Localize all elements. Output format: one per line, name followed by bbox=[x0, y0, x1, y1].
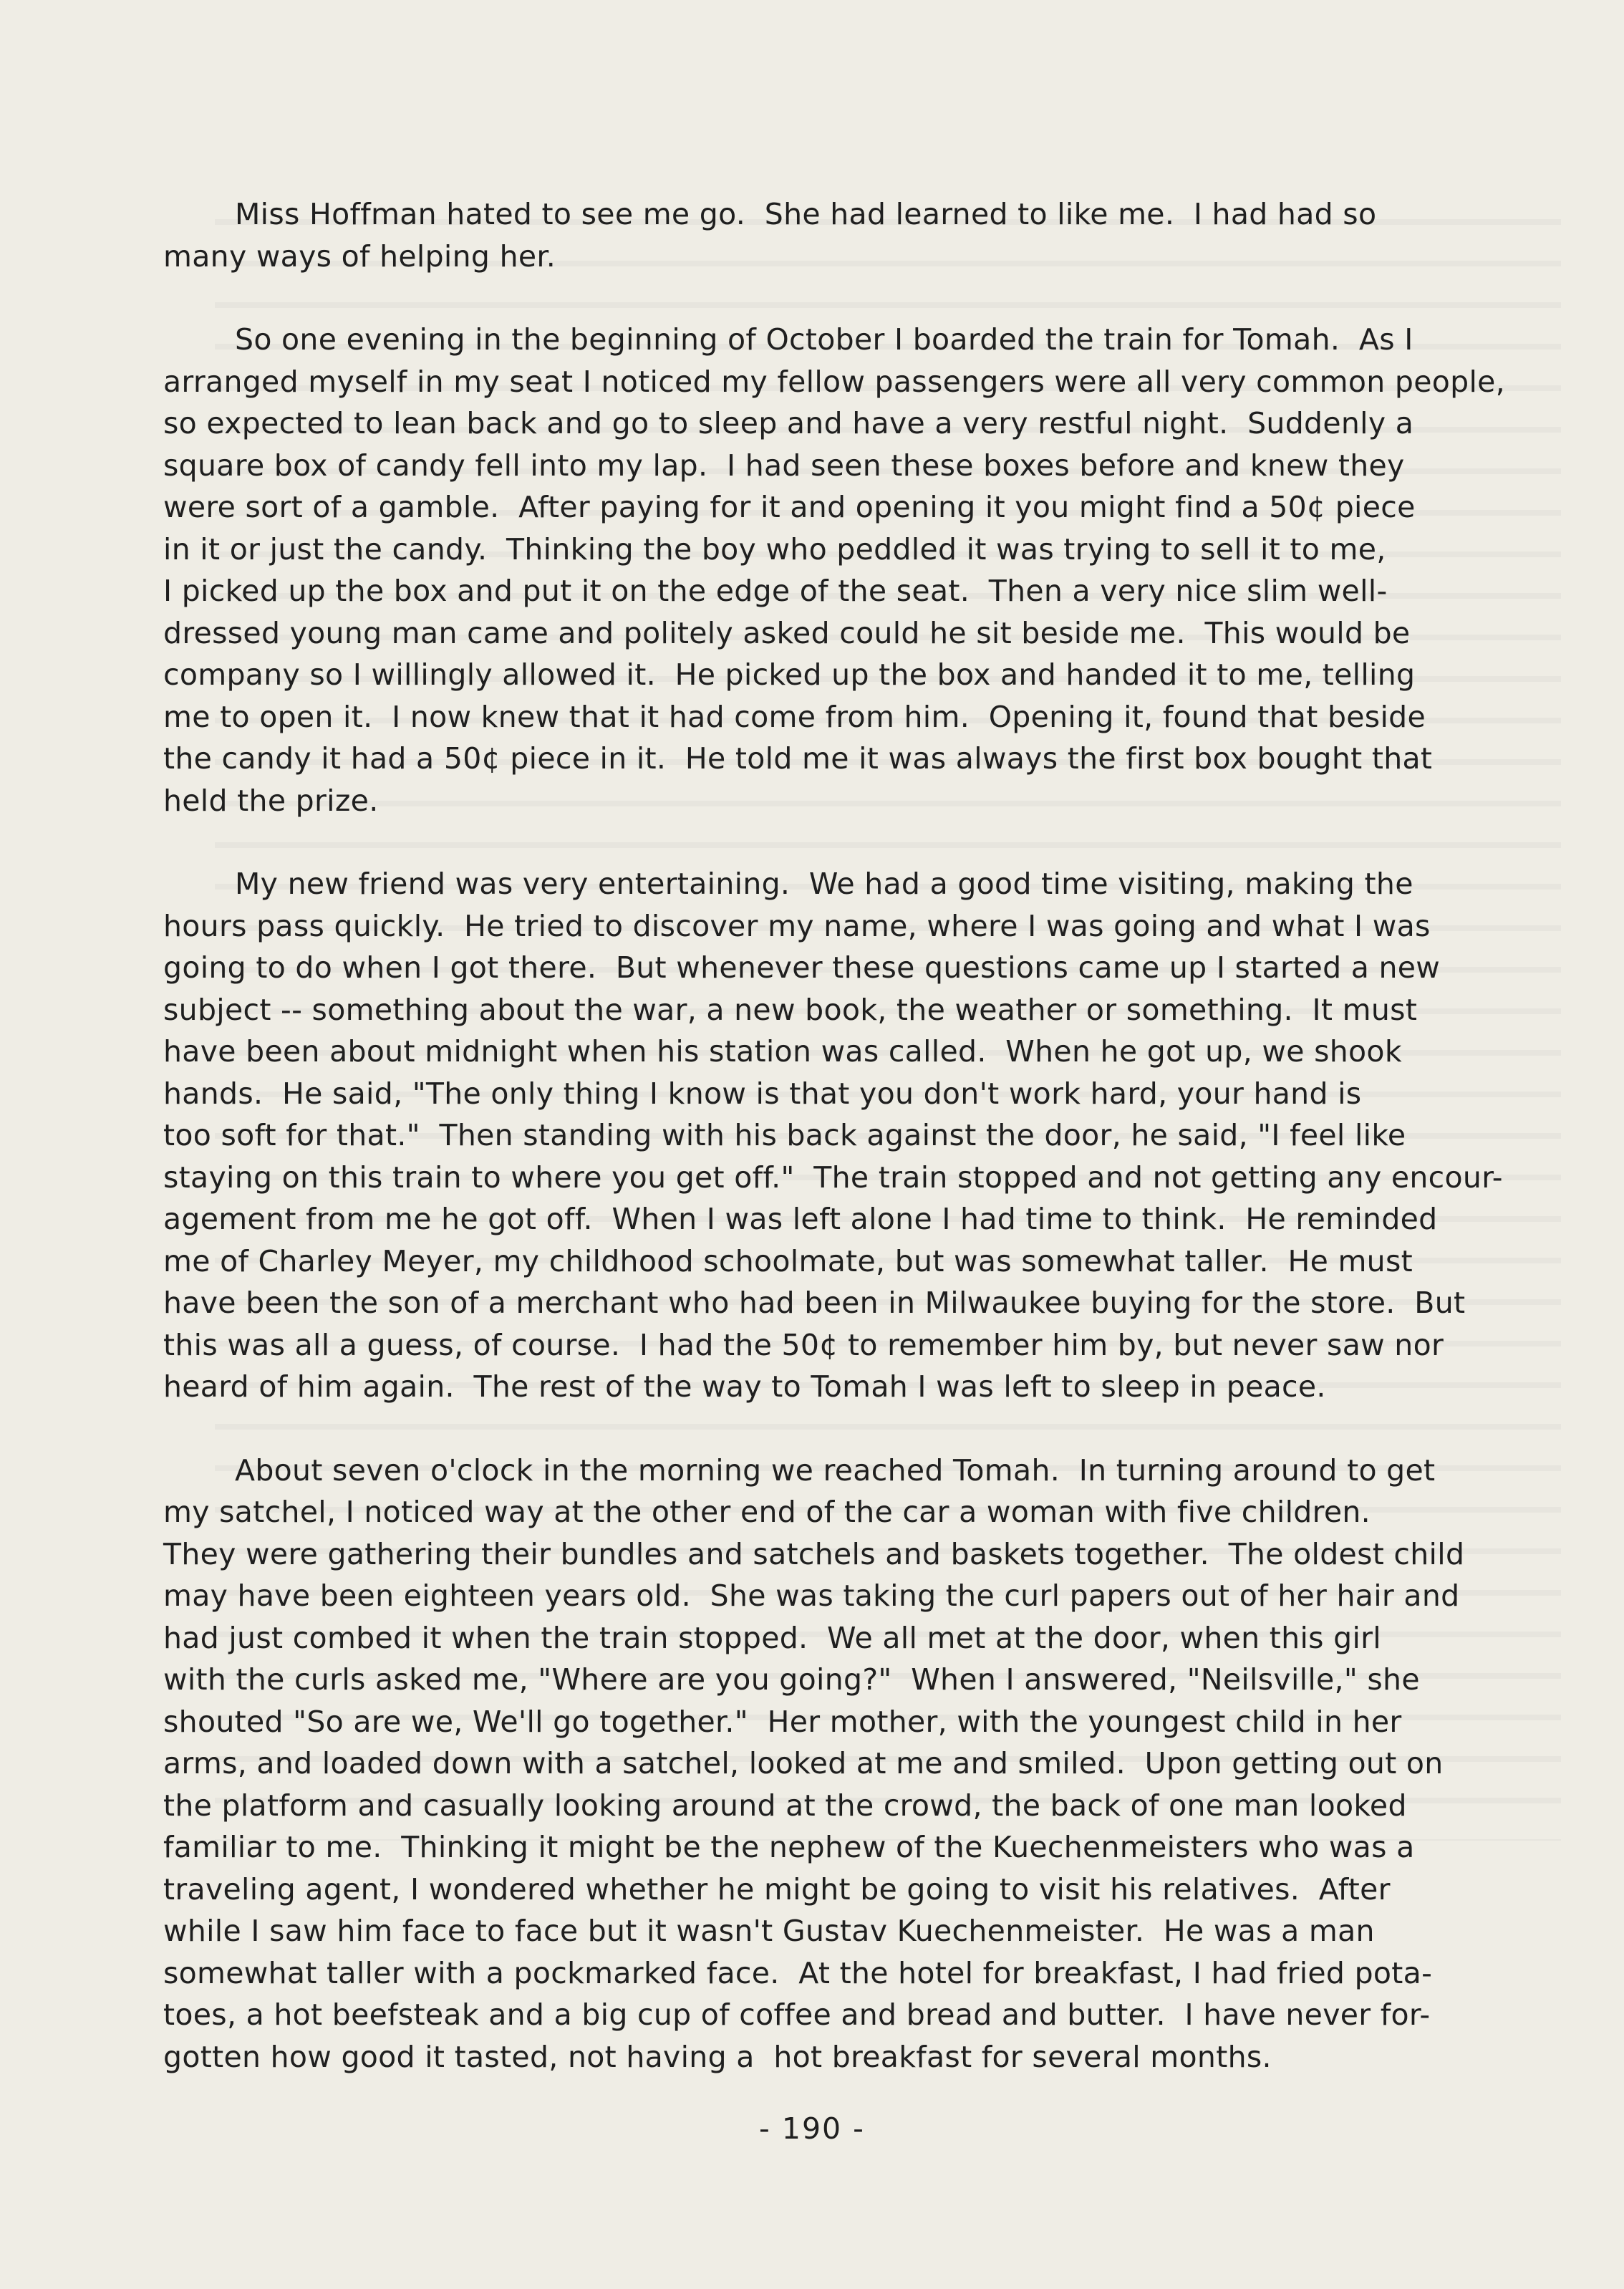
paragraph-1 bbox=[163, 193, 1524, 277]
text-line: me to open it. I now knew that it had come from him. Opening it, found that beside bbox=[163, 699, 1426, 734]
text-line: My new friend was very entertaining. We had a good time visiting, making the bbox=[235, 867, 1413, 901]
text-line: traveling agent, I wondered whether he might be going to visit his relatives. After bbox=[163, 1871, 1391, 1907]
text-line: hands. He said, "The only thing I know is that you don't work hard, your hand is bbox=[163, 1076, 1362, 1111]
text-line: in it or just the candy. Thinking the boy who peddled it was trying to sell it to me, bbox=[163, 531, 1386, 567]
text-line: Miss Hoffman hated to see me go. She had learned to like me. I had had so bbox=[235, 197, 1377, 231]
text-line: this was all a guess, of course. I had the 50¢ to remember him by, but never saw nor bbox=[163, 1327, 1444, 1362]
text-line: my satchel, I noticed way at the other end of the car a woman with five children. bbox=[163, 1495, 1371, 1529]
text-line: square box of candy fell into my lap. I had seen these boxes before and knew they bbox=[163, 448, 1405, 483]
text-line: staying on this train to where you get off." The train stopped and not getting any encour- bbox=[163, 1160, 1503, 1195]
text-line: About seven o'clock in the morning we reached Tomah. In turning around to get bbox=[235, 1452, 1436, 1488]
text-line: heard of him again. The rest of the way to Tomah I was left to sleep in peace. bbox=[163, 1369, 1326, 1404]
text-line: shouted "So are we, We'll go together." Her mother, with the youngest child in her bbox=[163, 1704, 1402, 1739]
text-line: They were gathering their bundles and satchels and baskets together. The oldest child bbox=[163, 1536, 1465, 1571]
paragraph-3 bbox=[163, 863, 1524, 1408]
text-line: too soft for that." Then standing with his back against the door, he said, "I feel like bbox=[163, 1118, 1406, 1152]
text-line: were sort of a gamble. After paying for it and opening it you might find a 50¢ piece bbox=[163, 490, 1416, 524]
text-line: familiar to me. Thinking it might be the nephew of the Kuechenmeisters who was a bbox=[163, 1830, 1415, 1864]
text-line: with the curls asked me, "Where are you going?" When I answered, "Neilsville," she bbox=[163, 1662, 1420, 1697]
text-line: have been about midnight when his station was called. When he got up, we shook bbox=[163, 1034, 1402, 1069]
page-number: - 190 - bbox=[759, 2111, 865, 2146]
text-line: may have been eighteen years old. She was taking the curl papers out of her hair and bbox=[163, 1579, 1460, 1613]
text-line: company so I willingly allowed it. He picked up the box and handed it to me, telling bbox=[163, 657, 1416, 692]
text-line: subject -- something about the war, a new book, the weather or something. It must bbox=[163, 992, 1418, 1027]
text-line: toes, a hot beefsteak and a big cup of coffee and bread and butter. I have never for- bbox=[163, 1998, 1431, 2032]
text-line: so expected to lean back and go to sleep and have a very restful night. Suddenly a bbox=[163, 406, 1414, 440]
text-line: many ways of helping her. bbox=[163, 238, 556, 274]
text-line: dressed young man came and politely asked could he sit beside me. This would be bbox=[163, 615, 1411, 650]
text-line: gotten how good it tasted, not having a hot breakfast for several months. bbox=[163, 2039, 1272, 2074]
text-line: somewhat taller with a pockmarked face. At the hotel for breakfast, I had fried pota- bbox=[163, 1955, 1433, 1990]
text-line: me of Charley Meyer, my childhood schoolmate, but was somewhat taller. He must bbox=[163, 1243, 1413, 1278]
paragraph-4 bbox=[163, 1450, 1524, 2078]
text-line: I picked up the box and put it on the edge of the seat. Then a very nice slim well- bbox=[163, 574, 1388, 608]
text-line: held the prize. bbox=[163, 783, 379, 818]
text-line: the candy it had a 50¢ piece in it. He told me it was always the first box bought that bbox=[163, 741, 1433, 776]
text-line: agement from me he got off. When I was left alone I had time to think. He reminded bbox=[163, 1202, 1438, 1236]
text-line: arms, and loaded down with a satchel, looked at me and smiled. Upon getting out on bbox=[163, 1746, 1444, 1780]
text-line: have been the son of a merchant who had been in Milwaukee buying for the store. But bbox=[163, 1286, 1466, 1320]
paragraph-2 bbox=[163, 319, 1524, 821]
body-text bbox=[163, 193, 1524, 2119]
text-line: going to do when I got there. But whenever these questions came up I started a new bbox=[163, 950, 1441, 985]
text-line: had just combed it when the train stopped. We all met at the door, when this girl bbox=[163, 1620, 1381, 1655]
text-line: the platform and casually looking around at the crowd, the back of one man looked bbox=[163, 1788, 1407, 1823]
text-line: So one evening in the beginning of October I boarded the train for Tomah. As I bbox=[235, 322, 1413, 357]
text-line: while I saw him face to face but it wasn't Gustav Kuechenmeister. He was a man bbox=[163, 1914, 1375, 1948]
text-line: arranged myself in my seat I noticed my fellow passengers were all very common people, bbox=[163, 364, 1506, 399]
text-line: hours pass quickly. He tried to discover my name, where I was going and what I was bbox=[163, 908, 1431, 943]
